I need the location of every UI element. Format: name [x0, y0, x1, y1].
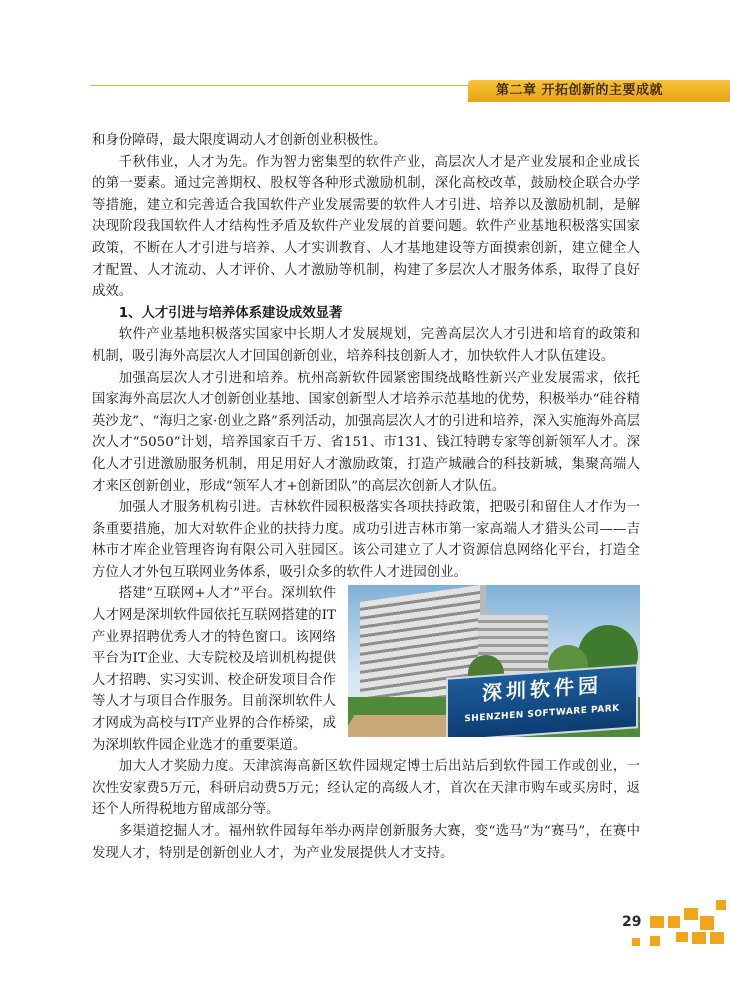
park-sign-chinese: 深圳软件园 — [482, 673, 602, 706]
deco-square — [710, 932, 724, 944]
paragraph-5: 加强人才服务机构引进。吉林软件园积极落实各项扶持政策，把吸引和留住人才作为一条重要措施，加大对软件企业的扶持力度。成功引进吉林市第一家高端人才猎头公司——吉林市才库企业管理咨询有限公司入驻园区。该公司建立了人才资源信息网络化平台，打造全方位人才外包互联网业务体系，吸引众多的软件人才进园创业。 — [92, 500, 640, 580]
park-sign-english: SHENZHEN SOFTWARE PARK — [464, 703, 620, 725]
deco-square — [632, 938, 640, 946]
deco-square — [692, 932, 706, 944]
chapter-title: 第二章 开拓创新的主要成就 — [468, 80, 730, 102]
paragraph-4: 加强高层次人才引进和培养。杭州高新软件园紧密围绕战略性新兴产业发展需求，依托国家海外高层次人才创新创业基地、国家创新型人才培养示范基地的优势，积极举办“硅谷精英沙龙”、“海归之家·创业之路”系列活动，加强高层次人才的引进和培养，深入实施海外高层次人才“5050”计划，培养国家百千万、省151、市131、钱江特聘专家等创新领军人才。深化人才引进激励服务机制，用足用好人才激励政策，打造产城融合的科技新城，集聚高端人才来区创新创业，形成“领军人才+创新团队”的高层次创新人才队伍。 — [92, 370, 640, 494]
deco-square — [650, 936, 660, 946]
section-heading: 1、人才引进与培养体系建设成效显著 — [118, 305, 343, 321]
shenzhen-software-park-photo — [348, 585, 640, 737]
deco-square — [684, 908, 698, 920]
deco-square — [676, 932, 688, 942]
page-number: 29 — [622, 914, 642, 930]
deco-square — [650, 916, 664, 928]
paragraph-7: 加大人才奖励力度。天津滨海高新区软件园规定博士后出站后到软件园工作或创业，一次性安家费5万元，科研启动费5万元；经认定的高级人才，首次在天津市购车或买房时，返还个人所得税地方留成部分等。 — [92, 759, 640, 818]
page-body — [92, 130, 640, 864]
paragraph-1: 和身份障碍，最大限度调动人才创新创业积极性。 — [92, 133, 387, 148]
paragraph-8: 多渠道挖掘人才。福州软件园每年举办两岸创新服务大赛，变“选马”为“赛马”，在赛中发现人才，特别是创新创业人才，为产业发展提供人才支持。 — [92, 824, 640, 861]
deco-square — [716, 900, 726, 910]
paragraph-2: 千秋伟业，人才为先。作为智力密集型的软件产业，高层次人才是产业发展和企业成长的第一要素。通过完善期权、股权等各种形式激励机制，深化高校改革，鼓励校企联合办学等措施，建立和完善适合我国软件产业发展需要的软件人才引进、培养以及激励机制，是解决现阶段我国软件人才结构性矛盾及软件产业发展的首要问题。软件产业基地积极落实国家政策，不断在人才引进与培养、人才实训教育、人才基地建设等方面摸索创新，建立健全人才配置、人才流动、人才评价、人才激励等机制，构建了多层次人才服务体系，取得了良好成效。 — [92, 154, 640, 300]
park-sign — [446, 665, 638, 738]
paragraph-6: 搭建“互联网+人才”平台。深圳软件人才网是深圳软件园依托互联网搭建的IT产业界招聘优秀人才的特色窗口。该网络平台为IT企业、大专院校及培训机构提供人才招聘、实习实训、校企研发项目合作等人才与项目合作服务。目前深圳软件人才网成为高校与IT产业界的合作桥梁，成为深圳软件园企业选才的重要渠道。 — [92, 586, 336, 753]
paragraph-3: 软件产业基地积极落实国家中长期人才发展规划，完善高层次人才引进和培育的政策和机制，吸引海外高层次人才回国创新创业，培养科技创新人才，加快软件人才队伍建设。 — [92, 327, 640, 364]
deco-square — [700, 916, 714, 930]
deco-square — [668, 916, 680, 928]
